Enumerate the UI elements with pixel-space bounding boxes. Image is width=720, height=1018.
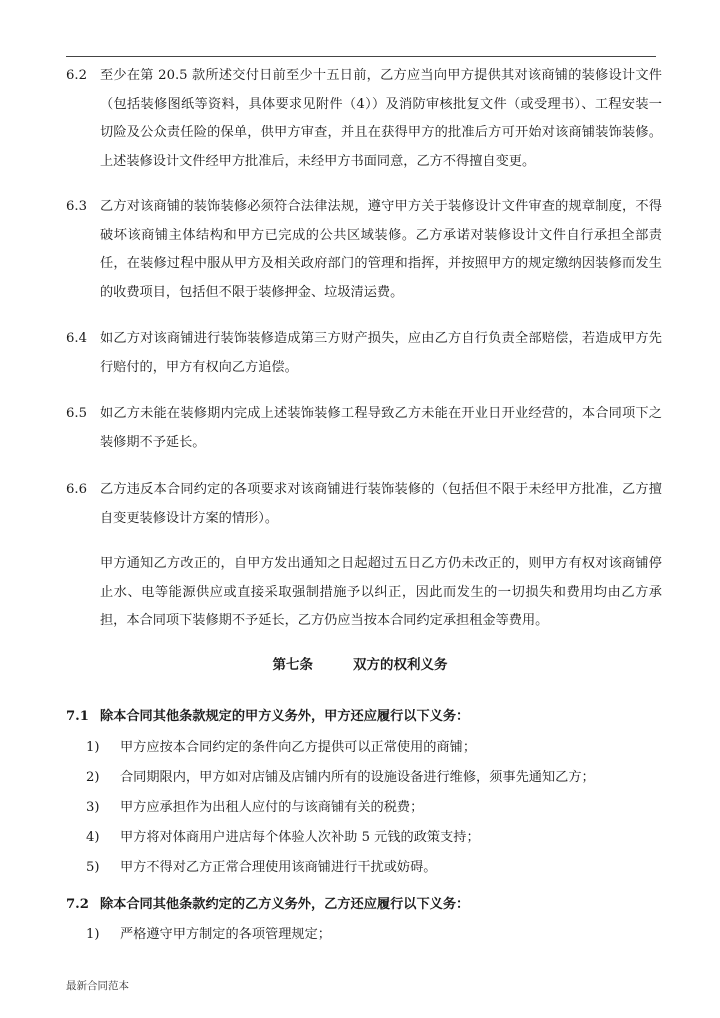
list-item (86, 737, 656, 767)
clause-text: 如乙方未能在装修期内完成上述装饰装修工程导致乙方未能在开业日开业经营的，本合同项下之装修期不予延长。 (100, 406, 662, 450)
list-item (86, 857, 656, 887)
list-item (86, 767, 656, 797)
list-item-text: 严格遵守甲方制定的各项管理规定； (120, 927, 331, 942)
list-item (86, 827, 656, 857)
clause-number: 6.3 (66, 199, 87, 214)
clause-text: 至少在第 20.5 款所述交付日前至少十五日前，乙方应当向甲方提供其对该商铺的装修设计文件（包括装修图纸等资料，具体要求见附件（4））及消防审核批复文件（或受理书）、工程安装一切险及公众责任险的保单，供甲方审查，并且在获得甲方的批准后方可开始对该商铺装饰装修。上述装修设计文件经甲方批准后，未经甲方书面同意，乙方不得擅自变更。 (100, 68, 662, 169)
clause-6-4 (66, 325, 662, 382)
clause-number: 7.2 (66, 897, 89, 912)
header-rule (66, 56, 656, 57)
article-number: 第七条 (272, 657, 313, 673)
clause-text: 除本合同其他条款约定的乙方义务外，乙方还应履行以下义务： (100, 897, 470, 912)
clause-7-2 (66, 894, 662, 916)
clause-6-6 (66, 476, 662, 533)
article-heading (0, 653, 720, 673)
clause-text: 乙方对该商铺的装饰装修必须符合法律法规，遵守甲方关于装修设计文件审查的规章制度，不得破坏该商铺主体结构和甲方已完成的公共区域装修。乙方承诺对装修设计文件自行承担全部责任，在装修过程中服从甲方及相关政府部门的管理和指挥，并按照甲方的规定缴纳因装修而发生的收费项目，包括但不限于装修押金、垃圾清运费。 (100, 199, 662, 300)
list-item-text: 甲方应承担作为出租人应付的与该商铺有关的税费； (120, 800, 424, 815)
clause-number: 6.6 (66, 482, 87, 497)
clause-text: 乙方违反本合同约定的各项要求对该商铺进行装饰装修的（包括但不限于未经甲方批准，乙方擅自变更装修设计方案的情形）。 (100, 482, 662, 526)
list-item-number: 4) (86, 830, 100, 845)
list-item-text: 合同期限内，甲方如对店铺及店铺内所有的设施设备进行维修，须事先通知乙方； (120, 770, 595, 785)
clause-6-3 (66, 193, 662, 307)
list-item-text: 甲方不得对乙方正常合理使用该商铺进行干扰或妨碍。 (120, 860, 437, 875)
article-title: 双方的权利义务 (353, 657, 448, 673)
clause-6-2 (66, 62, 662, 176)
clause-text: 除本合同其他条款规定的甲方义务外，甲方还应履行以下义务： (100, 709, 470, 724)
clause-number: 6.4 (66, 331, 87, 346)
list-item (86, 797, 656, 827)
list-item-number: 5) (86, 860, 100, 875)
obligations-list-7-1 (86, 737, 656, 887)
clause-text: 如乙方对该商铺进行装饰装修造成第三方财产损失，应由乙方自行负责全部赔偿，若造成甲方先行赔付的，甲方有权向乙方追偿。 (100, 331, 662, 375)
clause-6-5 (66, 400, 662, 457)
list-item-number: 1) (86, 927, 100, 942)
list-item-text: 甲方将对体商用户进店每个体验人次补助 5 元钱的政策支持； (120, 830, 480, 845)
page-footer: 最新合同范本 (66, 980, 129, 992)
clause-7-1 (66, 706, 662, 728)
clause-6-6-continuation: 甲方通知乙方改正的，自甲方发出通知之日起超过五日乙方仍未改正的，则甲方有权对该商铺停止水、电等能源供应或直接采取强制措施予以纠正，因此而发生的一切损失和费用均由乙方承担，本合同项下装修期不予延长，乙方仍应当按本合同约定承担租金等费用。 (100, 556, 662, 628)
list-item-number: 2) (86, 770, 100, 785)
list-item-number: 1) (86, 740, 100, 755)
list-item (86, 924, 656, 954)
clause-number: 6.5 (66, 406, 87, 421)
clause-number: 7.1 (66, 709, 89, 724)
clause-number: 6.2 (66, 68, 87, 83)
list-item-text: 甲方应按本合同约定的条件向乙方提供可以正常使用的商铺； (120, 740, 477, 755)
list-item-number: 3) (86, 800, 100, 815)
obligations-list-7-2 (86, 924, 656, 954)
